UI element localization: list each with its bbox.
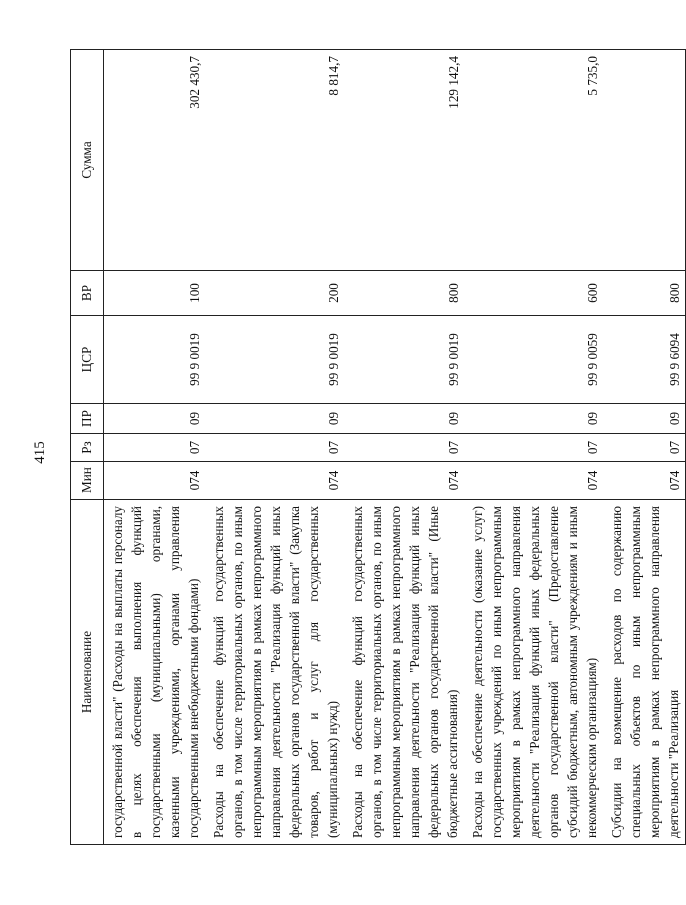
row-min: 074 xyxy=(464,462,603,500)
table-row xyxy=(603,50,686,845)
row-min: 074 xyxy=(344,462,464,500)
row-pr: 09 xyxy=(464,404,603,434)
row-vr: 200 xyxy=(205,271,344,316)
table-row xyxy=(464,50,603,845)
row-vr: 100 xyxy=(104,271,206,316)
row-min: 074 xyxy=(603,462,686,500)
header-vr: ВР xyxy=(71,271,104,316)
header-sum: Сумма xyxy=(71,50,104,271)
row-rz: 07 xyxy=(464,434,603,462)
row-pr: 09 xyxy=(205,404,344,434)
row-rz: 07 xyxy=(104,434,206,462)
row-csr: 99 9 0019 xyxy=(344,316,464,404)
table-row xyxy=(344,50,464,845)
row-sum: 5 735,0 xyxy=(464,50,603,271)
row-csr: 99 9 0019 xyxy=(104,316,206,404)
row-csr: 99 9 6094 xyxy=(603,316,686,404)
table-row xyxy=(205,50,344,845)
header-rz: Рз xyxy=(71,434,104,462)
row-pr: 09 xyxy=(603,404,686,434)
row-sum: 8 814,7 xyxy=(205,50,344,271)
row-name: Субсидии на возмещение расходов по содержанию специальных объектов по иным непрограммным мероприятиям в рамках непрограммного направления деятельности "Реализация xyxy=(603,500,686,845)
row-csr: 99 9 0019 xyxy=(205,316,344,404)
row-rz: 07 xyxy=(344,434,464,462)
header-name: Наименование xyxy=(71,500,104,845)
row-pr: 09 xyxy=(104,404,206,434)
header-min: Мин xyxy=(71,462,104,500)
row-csr: 99 9 0059 xyxy=(464,316,603,404)
header-pr: ПР xyxy=(71,404,104,434)
page-number: 415 xyxy=(32,441,48,464)
row-min: 074 xyxy=(205,462,344,500)
row-sum xyxy=(603,50,686,271)
row-vr: 800 xyxy=(603,271,686,316)
row-sum: 302 430,7 xyxy=(104,50,206,271)
row-vr: 600 xyxy=(464,271,603,316)
row-rz: 07 xyxy=(205,434,344,462)
table-row xyxy=(104,50,206,845)
table-header-row xyxy=(71,50,104,845)
row-name: Расходы на обеспечение функций государственных органов, в том числе территориальных органов, по иным непрограммным мероприятиям в рамках непрограммного направления деятельности "Реализация функций иных федеральных органов государственной власти" (Иные бюджетные ассигнования) xyxy=(344,500,464,845)
row-name: государственной власти" (Расходы на выплаты персоналу в целях обеспечения выполнения функций государственными (муниципальными) органами, казенными учреждениями, органами управления государственными внебюджетными фондами) xyxy=(104,500,206,845)
row-name: Расходы на обеспечение деятельности (оказание услуг) государственных учреждений по иным непрограммным мероприятиям в рамках непрограммного направления деятельности "Реализация функций иных федеральных органов государственной власти" (Предоставление субсидий бюджетным, автономным учреждениям и иным некоммерческим организациям) xyxy=(464,500,603,845)
row-rz: 07 xyxy=(603,434,686,462)
budget-table xyxy=(70,49,686,845)
header-csr: ЦСР xyxy=(71,316,104,404)
row-min: 074 xyxy=(104,462,206,500)
row-sum: 129 142,4 xyxy=(344,50,464,271)
row-vr: 800 xyxy=(344,271,464,316)
row-pr: 09 xyxy=(344,404,464,434)
row-name: Расходы на обеспечение функций государственных органов, в том числе территориальных органов, по иным непрограммным мероприятиям в рамках непрограммного направления деятельности "Реализация функций иных федеральных органов государственной власти" (Закупка товаров, работ и услуг для государственных (муниципальных) нужд) xyxy=(205,500,344,845)
